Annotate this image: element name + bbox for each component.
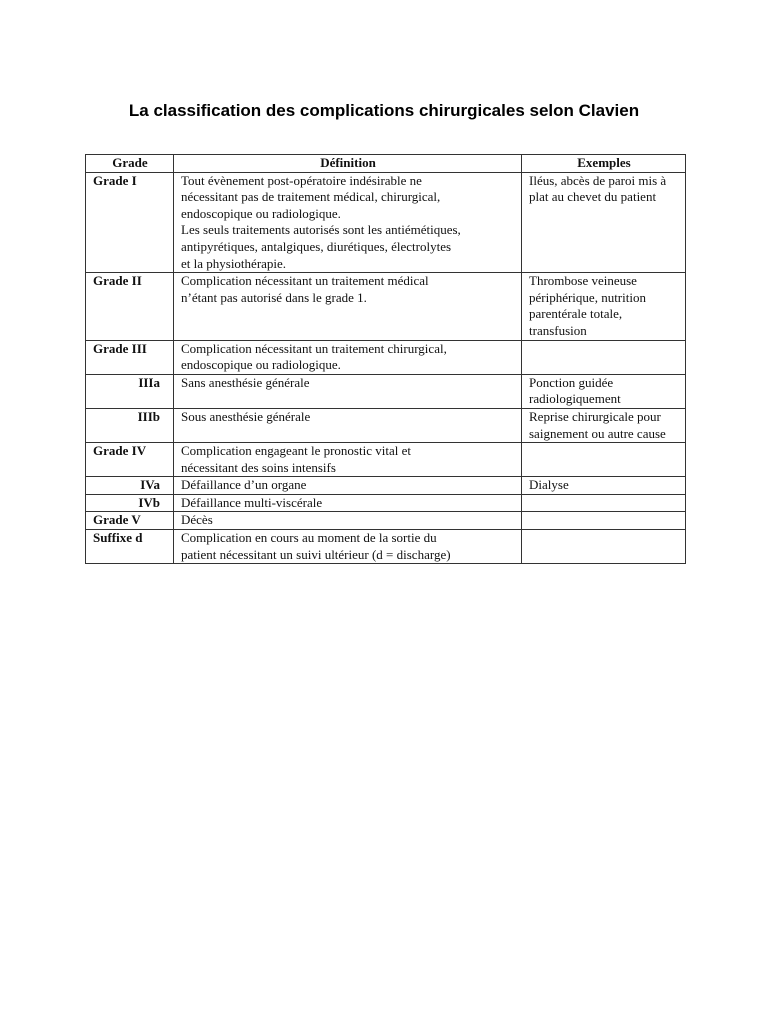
grade-cell: IIIb <box>86 408 174 442</box>
definition-line: Complication en cours au moment de la sortie du <box>181 530 437 546</box>
grade-cell: Grade V <box>86 512 174 530</box>
definition-line: Complication nécessitant un traitement chirurgical, <box>181 340 447 356</box>
grade-cell: IIIa <box>86 374 174 408</box>
definition-line: n’étant pas autorisé dans le grade 1. <box>181 289 367 305</box>
table-row <box>86 443 686 477</box>
header-definition: Définition <box>174 155 522 173</box>
example-cell <box>522 530 686 564</box>
example-cell: Dialyse <box>522 477 686 495</box>
definition-line: nécessitant pas de traitement médical, chirurgical, <box>181 189 441 205</box>
table-row <box>86 273 686 340</box>
table-row <box>86 477 686 495</box>
definition-cell <box>174 273 522 340</box>
definition-line: Défaillance multi-viscérale <box>181 494 323 510</box>
definition-line: Les seuls traitements autorisés sont les antiémétiques, <box>181 222 461 238</box>
clavien-classification-table <box>85 154 686 564</box>
definition-cell <box>174 512 522 530</box>
table-row <box>86 374 686 408</box>
definition-cell <box>174 340 522 374</box>
definition-cell <box>174 477 522 495</box>
example-cell: Iléus, abcès de paroi mis à plat au chevet du patient <box>522 172 686 273</box>
definition-cell <box>174 408 522 442</box>
grade-cell: Grade IV <box>86 443 174 477</box>
grade-cell: Grade III <box>86 340 174 374</box>
definition-line: Tout évènement post-opératoire indésirable ne <box>181 172 422 188</box>
example-cell <box>522 340 686 374</box>
definition-line: Défaillance d’un organe <box>181 477 307 493</box>
definition-line: Décès <box>181 512 213 528</box>
definition-line: antipyrétiques, antalgiques, diurétiques, électrolytes <box>181 238 452 254</box>
table-row <box>86 530 686 564</box>
table-row <box>86 340 686 374</box>
definition-line: endoscopique ou radiologique. <box>181 205 341 221</box>
example-cell <box>522 494 686 512</box>
definition-line: nécessitant des soins intensifs <box>181 459 336 475</box>
definition-line: patient nécessitant un suivi ultérieur (d = discharge) <box>181 546 451 562</box>
example-cell: Reprise chirurgicale pour saignement ou autre cause <box>522 408 686 442</box>
grade-cell: Grade I <box>86 172 174 273</box>
table-row <box>86 408 686 442</box>
grade-cell: Suffixe d <box>86 530 174 564</box>
definition-line: endoscopique ou radiologique. <box>181 357 341 373</box>
definition-line: et la physiothérapie. <box>181 255 287 271</box>
table-body <box>86 172 686 564</box>
definition-line: Sous anesthésie générale <box>181 408 311 424</box>
grade-cell: Grade II <box>86 273 174 340</box>
table-row <box>86 512 686 530</box>
definition-cell <box>174 443 522 477</box>
definition-line: Complication nécessitant un traitement médical <box>181 273 429 289</box>
table-row <box>86 172 686 273</box>
example-cell: Ponction guidée radiologiquement <box>522 374 686 408</box>
header-grade: Grade <box>86 155 174 173</box>
definition-cell <box>174 374 522 408</box>
document-title: La classification des complications chirurgicales selon Clavien <box>128 101 640 120</box>
definition-cell <box>174 530 522 564</box>
header-examples: Exemples <box>522 155 686 173</box>
example-cell: Thrombose veineuse périphérique, nutrition parentérale totale, transfusion <box>522 273 686 340</box>
example-cell <box>522 443 686 477</box>
table-header-row <box>86 155 686 173</box>
definition-line: Sans anesthésie générale <box>181 374 310 390</box>
definition-cell <box>174 494 522 512</box>
grade-cell: IVa <box>86 477 174 495</box>
grade-cell: IVb <box>86 494 174 512</box>
definition-cell <box>174 172 522 273</box>
definition-line: Complication engageant le pronostic vital et <box>181 443 411 459</box>
example-cell <box>522 512 686 530</box>
table-row <box>86 494 686 512</box>
